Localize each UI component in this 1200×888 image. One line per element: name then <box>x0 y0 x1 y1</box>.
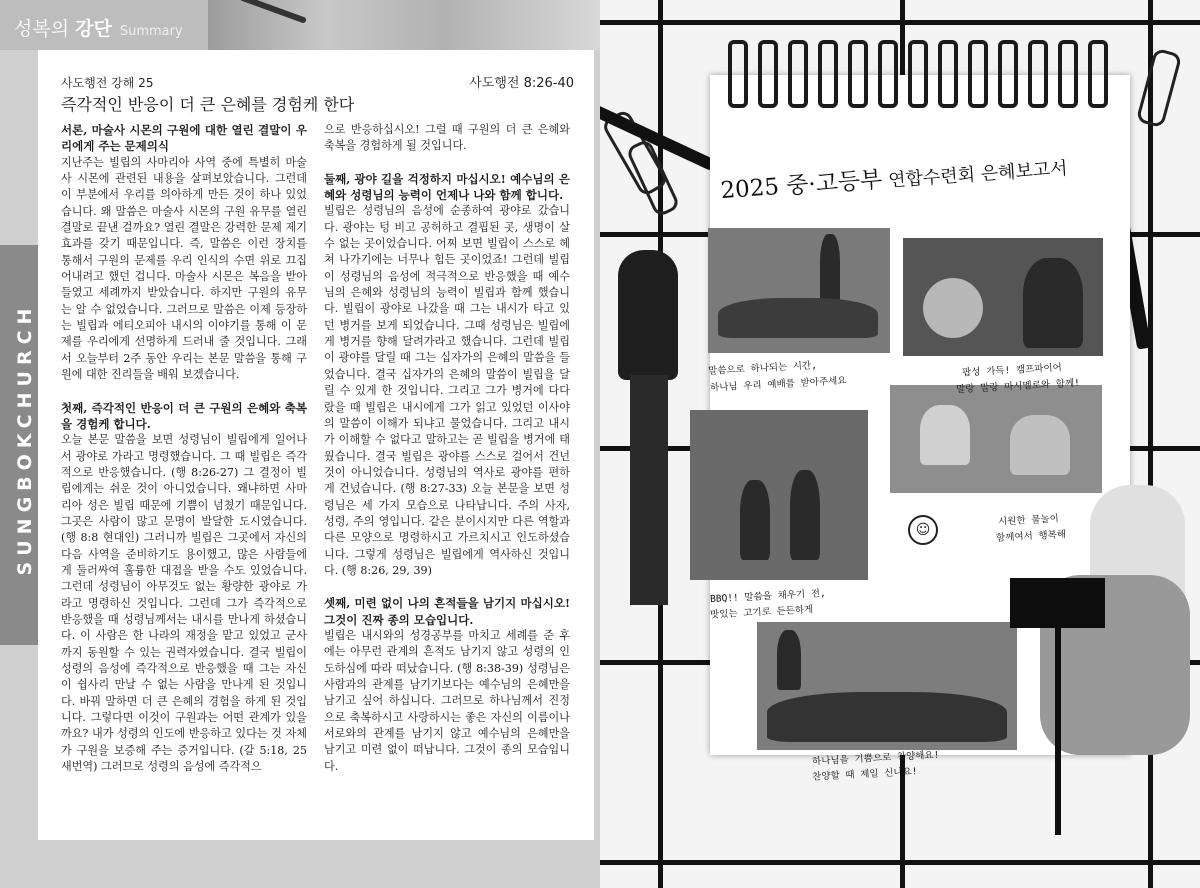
photo-bbq <box>690 410 868 580</box>
sermon-title: 즉각적인 반응이 더 큰 은혜를 경험케 한다 <box>61 95 355 114</box>
section-heading: 둘째, 광야 길을 걱정하지 마십시오! 예수님의 은혜와 성령님의 능력이 언제나 나와 함께 합니다. <box>324 171 570 203</box>
smiley-icon: ☺ <box>908 515 938 545</box>
ring-icon <box>938 40 958 108</box>
section-body: 으로 반응하십시오! 그럴 때 구원의 더 큰 은혜와 축복을 경험하게 될 것입니다. <box>324 123 570 153</box>
photo-worship <box>708 228 890 353</box>
sermon-series: 사도행전 강해 25 <box>61 76 154 90</box>
photo-figure <box>740 480 770 560</box>
paperclip-icon <box>1136 48 1183 129</box>
ring-icon <box>1028 40 1048 108</box>
sermon-paper <box>38 50 594 840</box>
pen-icon <box>239 0 307 24</box>
vertical-church-name: SUNGBOKCHURCH <box>14 302 36 576</box>
photo-caption: BBQ!! 말씀을 채우기 전, <box>709 587 827 606</box>
photo-caption: 함께여서 행복해 <box>995 529 1067 544</box>
ring-icon <box>758 40 778 108</box>
photo-caption: 말랑 말랑 마시멜로와 함께! <box>955 377 1081 396</box>
ring-icon <box>878 40 898 108</box>
photo-water-play <box>890 385 1102 493</box>
sermon-reference: 사도행전 8:26-40 <box>469 76 574 91</box>
section-body: 빌립은 성령님의 음성에 순종하여 광야로 갔습니다. 광야는 텅 비고 공허하고 결핍된 곳, 생명이 살 수 없는 곳이었습니다. 어찌 보면 빌립이 스스로 헤쳐 나가기에는 너무나 힘든 곳이었죠! 그런데 빌립이 성령님의 음성에 적극적으로 반응했을 때 예수님의 은혜와 성령님의 능력이 빌립과 함께 했습니다. 빌립이 광야로 나갔을 때 그는 내시가 타고 있던 병거를 보게 되었습니다. 그때 성령님은 빌립에게 병거를 향해 달려가라고 했습니다. 그런데 빌립이 광야를 달릴 때 그는 십자가의 은혜의 말씀을 들었습니다. 결국 십자가의 은혜의 말씀이 빌립을 달릴 수 있게 한 것입니다. 그리고 그가 병거에 다다랐을 때 빌립은 내시에게 그가 읽고 있었던 이사야의 말씀이 이해가 되냐고 물었습니다. 그리고 내시가 이해할 수 없다고 말하고는 곧 빌립을 병거에 태웠습니다. 결국 빌립은 광야를 스스로 걸어서 건넌 것이 아니었습니다. 성령님의 역사로 광야를 편하게 건넜습니다. (행 8:27-33) 오늘 본문을 보면 성령님은 세 가지 모습으로 나타납니다. 주의 사자, 성령, 주의 영입니다. 같은 분이시지만 다른 역할과 다른 모양으로 명령하시고 가르치시고 인도하셨습니다. 그렇게 성령님은 빌립에게 역사하신 것입니다. (행 8:26, 29, 39) <box>324 204 570 577</box>
section-body: 지난주는 빌립의 사마리아 사역 중에 특별히 마술사 시몬에 관련된 내용을 살펴보았습니다. 그런데 이 부분에서 우리를 의아하게 만든 것이 하나 있었습니다. 왜 말씀은 마술사 시몬의 구원 유무를 열린 결말로 끝낸 걸까요? 열린 결말은 강력한 문제 제기 효과를 갖기 때문입니다. 즉, 말씀은 이런 장치를 통해서 구원의 문제를 우리 인식의 수면 위로 끄집어내려고 했던 겁니다. 마술사 시몬은 복음을 받아들였고 세례까지 받았습니다. 하지만 구원의 유무는 알 수 없었습니다. 그러므로 말씀은 이제 등장하는 빌립과 에티오피아 내시의 이야기를 통해 이 문제를 우리에게 선명하게 드러내 줄 것입니다. 그래서 오늘부터 2주 동안 우리는 본문 말씀을 통해 구원에 대한 진리들을 배워 보겠습니다. <box>61 155 307 382</box>
header-pen-photo <box>208 0 600 50</box>
ring-icon <box>998 40 1018 108</box>
photo-figure <box>718 298 878 338</box>
section-body: 오늘 본문 말씀을 보면 성령님이 빌립에게 일어나서 광야로 가라고 명령했습니다. 그 때 빌립은 즉각적으로 반응했습니다. (행 8:26-27) 그 결정이 빌립에게는 쉬운 것이 아니었습니다. 왜냐하면 사마리아 성은 빌립 때문에 기쁨이 넘쳤기 때문입니다. 그곳은 사람이 많고 문명이 발달한 도시였습니다. (행 8:8 현대인) 그러니까 빌립은 그곳에서 자신의 다음 사역을 준비하기도 용이했고, 많은 사람들에게 둘러싸여 훌륭한 대접을 받을 수도 있었습니다. 그런데 성령님이 아무것도 없는 황량한 광야로 가라고 명령하신 것입니다. 그런데 그가 즉각적으로 반응했을 때 성령님께서는 내시를 만나게 하셨습니다. 이 사람은 한 나라의 재정을 맡고 있었고 군사까지 동원할 수 있는 권력자였습니다. 결국 빌립이 성령의 음성에 즉각적으로 반응했을 때 그는 자신이 쉽사리 만날 수 없는 사람을 만나게 된 것입니다. 바꿔 말하면 더 큰 은혜의 경험을 하게 된 것입니다. 그렇다면 이것이 구원과는 어떤 관계가 있을까요? 내가 성령의 인도에 반응하고 있다는 것 자체가 구원을 보증해 주는 증거입니다. (갈 5:18, 25 새번역) 그러므로 성령의 음성에 즉각적으 <box>61 433 307 774</box>
ring-icon <box>788 40 808 108</box>
photo-figure <box>820 234 840 304</box>
sermon-column-1 <box>61 122 307 791</box>
photo-figure <box>1010 415 1070 475</box>
music-stand-icon <box>1010 578 1105 628</box>
report-title-main: 2025 중·고등부 <box>719 166 884 205</box>
photo-figure <box>777 630 801 690</box>
photo-campfire <box>903 238 1103 356</box>
section-title-bold: 강단 <box>75 18 112 40</box>
report-title-sub: 연합수련회 은혜보고서 <box>887 157 1069 192</box>
photo-figure <box>920 405 970 465</box>
section-body: 빌립은 내시와의 성경공부를 마치고 세례를 준 후에는 아무런 관계의 흔적도 남기지 않고 성령의 인도하심에 따라 떠났습니다. (행 8:38-39) 성령님은 사람과의 관계를 남기기보다는 예수님의 은혜만을 남기고 싶어 하십니다. 그러므로 하나님께서 진정으로 축복하시고 사랑하시는 좋은 자신의 이름이나 서로와의 관계를 남기지 않고 예수님의 은혜만을 남기고 미련 없이 떠납니다. 그것이 종의 모습입니다. <box>324 628 570 773</box>
section-title-en: Summary <box>119 24 183 39</box>
photo-caption: 하나님 우리 예배를 받아주세요 <box>709 375 847 394</box>
section-title <box>14 14 183 41</box>
ring-icon <box>968 40 988 108</box>
photo-caption: 시원한 물놀이 <box>997 513 1060 528</box>
ring-icon <box>908 40 928 108</box>
photo-caption: 팝성 가득! 캠프파이어 <box>961 362 1063 379</box>
section-heading: 첫째, 즉각적인 반응이 더 큰 구원의 은혜와 축복을 경험케 합니다. <box>61 400 307 431</box>
ring-icon <box>818 40 838 108</box>
ring-icon <box>1088 40 1108 108</box>
photo-caption: 맛있는 고기로 든든하게 <box>709 604 814 621</box>
section-heading: 셋째, 미련 없이 나의 흔적들을 남기지 마십시오! 그것이 진짜 종의 모습입니다. <box>324 596 570 627</box>
section-heading: 서론, 마술사 시몬의 구원에 대한 열린 결말이 우리에게 주는 문제의식 <box>61 123 307 154</box>
speaker-figure-legs <box>630 375 668 605</box>
music-stand-pole <box>1055 625 1061 835</box>
ring-icon <box>1058 40 1078 108</box>
photo-caption: 하나님을 기쁨으로 찬양해요! <box>811 749 940 768</box>
ring-icon <box>848 40 868 108</box>
photo-figure <box>790 470 820 560</box>
photo-figure <box>1023 258 1083 348</box>
right-page <box>600 0 1200 888</box>
photo-caption: 말씀으로 하나되는 시간, <box>707 360 818 377</box>
section-title-prefix: 성복의 <box>14 18 76 40</box>
sermon-column-2 <box>324 122 570 791</box>
photo-figure <box>923 278 983 338</box>
speaker-figure <box>618 250 678 380</box>
photo-caption: 찬양할 때 제일 신나요! <box>811 766 918 783</box>
photo-figure <box>767 692 1007 742</box>
photo-praise <box>757 622 1017 750</box>
ring-icon <box>728 40 748 108</box>
